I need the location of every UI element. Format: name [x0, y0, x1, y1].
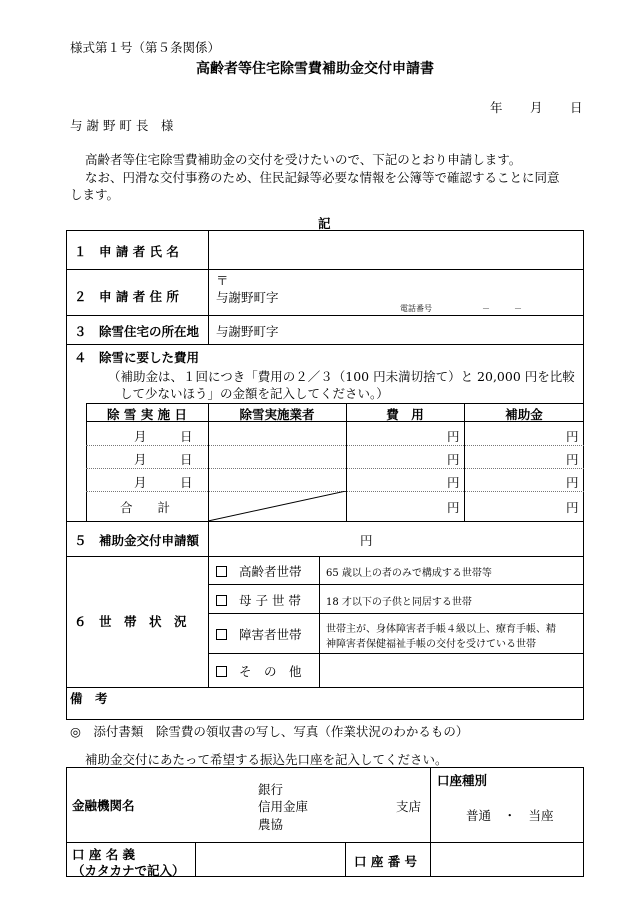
snow-cost-note-2: して少ないほう」の金額を記入してください。）	[120, 386, 389, 401]
checkbox-icon[interactable]	[216, 666, 227, 677]
requested-amount-unit: 円	[360, 533, 373, 548]
option-description: 65 歳以上の者のみで構成する世帯等	[326, 568, 492, 579]
shinkin-option[interactable]: 信用金庫	[258, 799, 309, 814]
requested-amount-label: ５ 補助金交付申請額	[74, 533, 200, 548]
day-label: 日	[180, 429, 193, 444]
option-label: 障害者世帯	[239, 627, 302, 642]
requested-amount-field[interactable]	[210, 523, 582, 555]
subsidy-yen: 円	[566, 452, 579, 467]
snow-house-location-label: ３ 除雪住宅の所在地	[74, 324, 200, 339]
option-description: 世帯主が、身体障害者手帳４級以上、療育手帳、精	[326, 624, 556, 635]
checkbox-icon[interactable]	[216, 629, 227, 640]
remarks-label: 備 考	[70, 691, 108, 706]
account-type-label: 口座種別	[437, 773, 488, 788]
applicant-name-label: １ 申 請 者 氏 名	[74, 244, 179, 259]
institution-field[interactable]	[160, 770, 250, 840]
institution-label: 金融機関名	[72, 798, 135, 813]
branch-label: 支店	[396, 799, 422, 814]
day-label: 日	[180, 452, 193, 467]
total-contractor-strike	[208, 491, 346, 521]
intro-line-2: なお、円滑な交付事務のため、住民記録等必要な情報を公簿等で確認することに同意	[85, 170, 560, 185]
applicant-address-label: ２ 申 請 者 住 所	[74, 289, 179, 304]
subsidy-yen: 円	[566, 475, 579, 490]
cost-yen: 円	[447, 452, 460, 467]
intro-line-3: します。	[70, 187, 120, 202]
form-number: 様式第１号（第５条関係）	[70, 40, 221, 55]
option-description: 18 才以下の子供と同居する世帯	[326, 597, 472, 608]
cost-header-subsidy: 補助金	[505, 407, 543, 422]
month-label: 月	[134, 452, 147, 467]
account-holder-label: 口 座 名 義	[72, 847, 136, 862]
total-cost-yen: 円	[447, 500, 460, 515]
address-town-prefix[interactable]: 与謝野町字	[216, 290, 279, 305]
account-number-field[interactable]	[432, 844, 582, 875]
option-label: 母 子 世 帯	[239, 593, 301, 608]
subsidy-yen: 円	[566, 429, 579, 444]
date-month-label: 月	[530, 100, 543, 115]
option-label: そ の 他	[239, 664, 302, 679]
cost-header-contractor: 除雪実施業者	[239, 407, 315, 422]
bank-option[interactable]: 銀行	[258, 782, 284, 797]
option-label: 高齢者世帯	[239, 564, 302, 579]
account-holder-field[interactable]	[197, 844, 343, 875]
cost-yen: 円	[447, 429, 460, 444]
snow-cost-label: ４ 除雪に要した費用	[74, 350, 200, 365]
phone-field[interactable]: － －	[482, 304, 522, 313]
account-holder-note: （カタカナで記入）	[72, 863, 185, 878]
month-label: 月	[134, 429, 147, 444]
total-subsidy-yen: 円	[566, 500, 579, 515]
option-description-2: 神障害者保健福祉手帳の交付を受けている世帯	[326, 639, 536, 650]
ki-heading: 記	[318, 216, 331, 231]
applicant-name-field[interactable]	[210, 232, 582, 268]
cost-yen: 円	[447, 475, 460, 490]
day-label: 日	[180, 475, 193, 490]
addressee: 与 謝 野 町 長 様	[70, 118, 174, 133]
cost-header-date: 除 雪 実 施 日	[107, 407, 187, 422]
bank-instruction: 補助金交付にあたって希望する振込先口座を記入してください。	[85, 752, 448, 767]
page-title: 高齢者等住宅除雪費補助金交付申請書	[196, 61, 434, 77]
remarks-field[interactable]	[68, 705, 582, 719]
phone-label: 電話番号	[400, 304, 432, 313]
total-label: 合 計	[120, 500, 171, 515]
date-day-label: 日	[570, 100, 583, 115]
snow-house-town-prefix[interactable]: 与謝野町字	[216, 324, 279, 339]
snow-cost-note-1: （補助金は、１回につき「費用の２／３（100 円未満切捨て）と 20,000 円を比較	[108, 369, 575, 384]
cost-header-cost: 費 用	[386, 407, 424, 422]
account-number-label: 口 座 番 号	[354, 854, 418, 869]
postal-mark: 〒	[216, 273, 229, 288]
account-type-options[interactable]: 普通 ・ 当座	[466, 808, 554, 823]
attachments-note: ◎ 添付書類 除雪費の領収書の写し、写真（作業状況のわかるもの）	[70, 724, 469, 739]
checkbox-icon[interactable]	[216, 595, 227, 606]
intro-line-1: 高齢者等住宅除雪費補助金の交付を受けたいので、下記のとおり申請します。	[85, 152, 522, 167]
date-year-label: 年	[490, 100, 503, 115]
checkbox-icon[interactable]	[216, 566, 227, 577]
household-status-label: ６ 世 帯 状 況	[74, 614, 187, 629]
month-label: 月	[134, 475, 147, 490]
nokyo-option[interactable]: 農協	[258, 817, 284, 832]
